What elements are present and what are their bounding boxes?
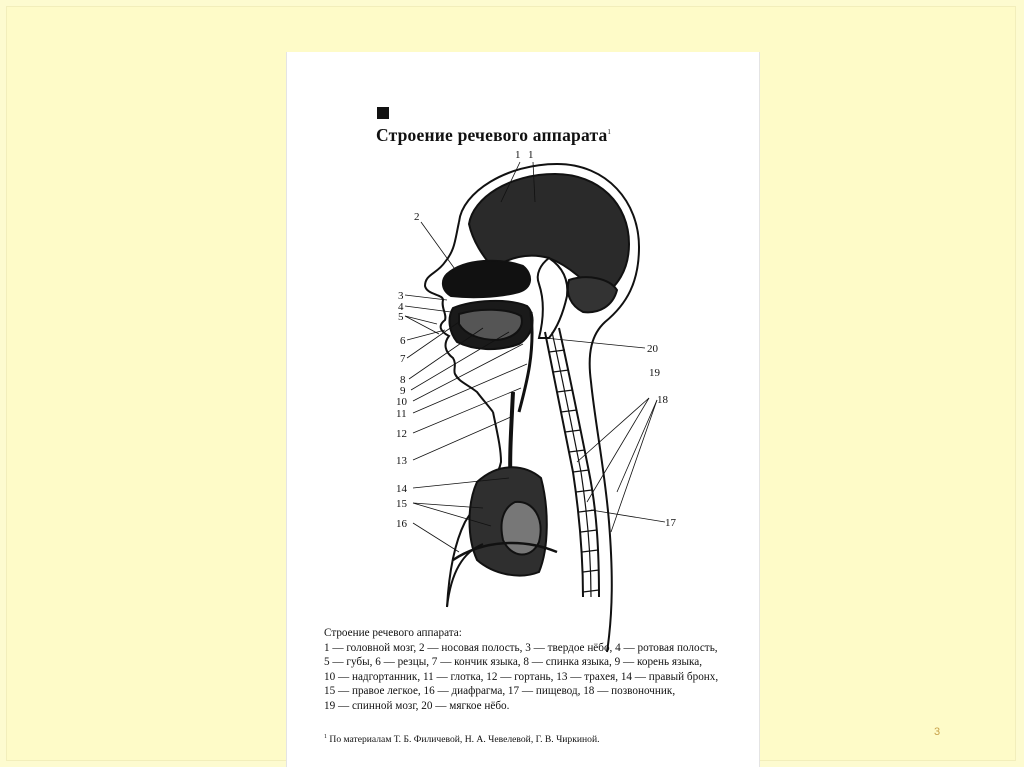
label-9: 9 [400, 385, 406, 397]
label-17: 17 [665, 517, 676, 529]
label-14: 14 [396, 483, 407, 495]
caption-line-2: 5 — губы, 6 — резцы, 7 — кончик языка, 8 — спинка языка, 9 — корень языка, [324, 656, 703, 669]
cerebellum [568, 277, 617, 312]
figure-caption [324, 626, 744, 714]
caption-line-4: 15 — правое легкое, 16 — диафрагма, 17 — пищевод, 18 — позвоночник, [324, 685, 676, 698]
label-7: 7 [400, 353, 406, 365]
label-3: 3 [398, 290, 404, 302]
label-12: 12 [396, 428, 407, 440]
label-2: 2 [414, 211, 420, 223]
title-footnote-mark: 1 [607, 128, 612, 137]
label-16: 16 [396, 518, 407, 530]
label-19: 19 [649, 367, 660, 379]
footnote [324, 734, 600, 745]
nasal-cavity [443, 261, 530, 297]
footnote-text: По материалам Т. Б. Филичевой, Н. А. Чевелевой, Г. В. Чиркиной. [329, 734, 600, 746]
slide-page-number: 3 [934, 726, 941, 738]
label-8: 8 [400, 374, 406, 386]
label-10: 10 [396, 396, 407, 408]
label-1b: 1 [528, 149, 534, 161]
figure-title-text: Строение речевого аппарата [376, 125, 608, 145]
scanned-page [286, 52, 760, 767]
caption-line-5: 19 — спинной мозг, 20 — мягкое нёбо. [324, 699, 510, 712]
caption-line-3: 10 — надгортанник, 11 — глотка, 12 — гортань, 13 — трахея, 14 — правый бронх, [324, 670, 719, 683]
label-4: 4 [398, 301, 404, 313]
brainstem [538, 258, 568, 338]
footnote-mark: 1 [324, 734, 327, 740]
label-11: 11 [396, 408, 407, 420]
anatomy-drawing [425, 164, 639, 652]
label-18: 18 [657, 394, 668, 406]
label-15: 15 [396, 498, 407, 510]
caption-line-1: 1 — головной мозг, 2 — носовая полость, 3 — твердое нёбо, 4 — ротовая полость, [324, 641, 718, 654]
label-13: 13 [396, 455, 407, 467]
label-5: 5 [398, 311, 404, 323]
caption-heading: Строение речевого аппарата: [324, 627, 462, 639]
label-6: 6 [400, 335, 406, 347]
label-1a: 1 [515, 149, 521, 161]
label-20: 20 [647, 343, 658, 355]
spine-front [545, 332, 583, 597]
heart [502, 502, 541, 555]
